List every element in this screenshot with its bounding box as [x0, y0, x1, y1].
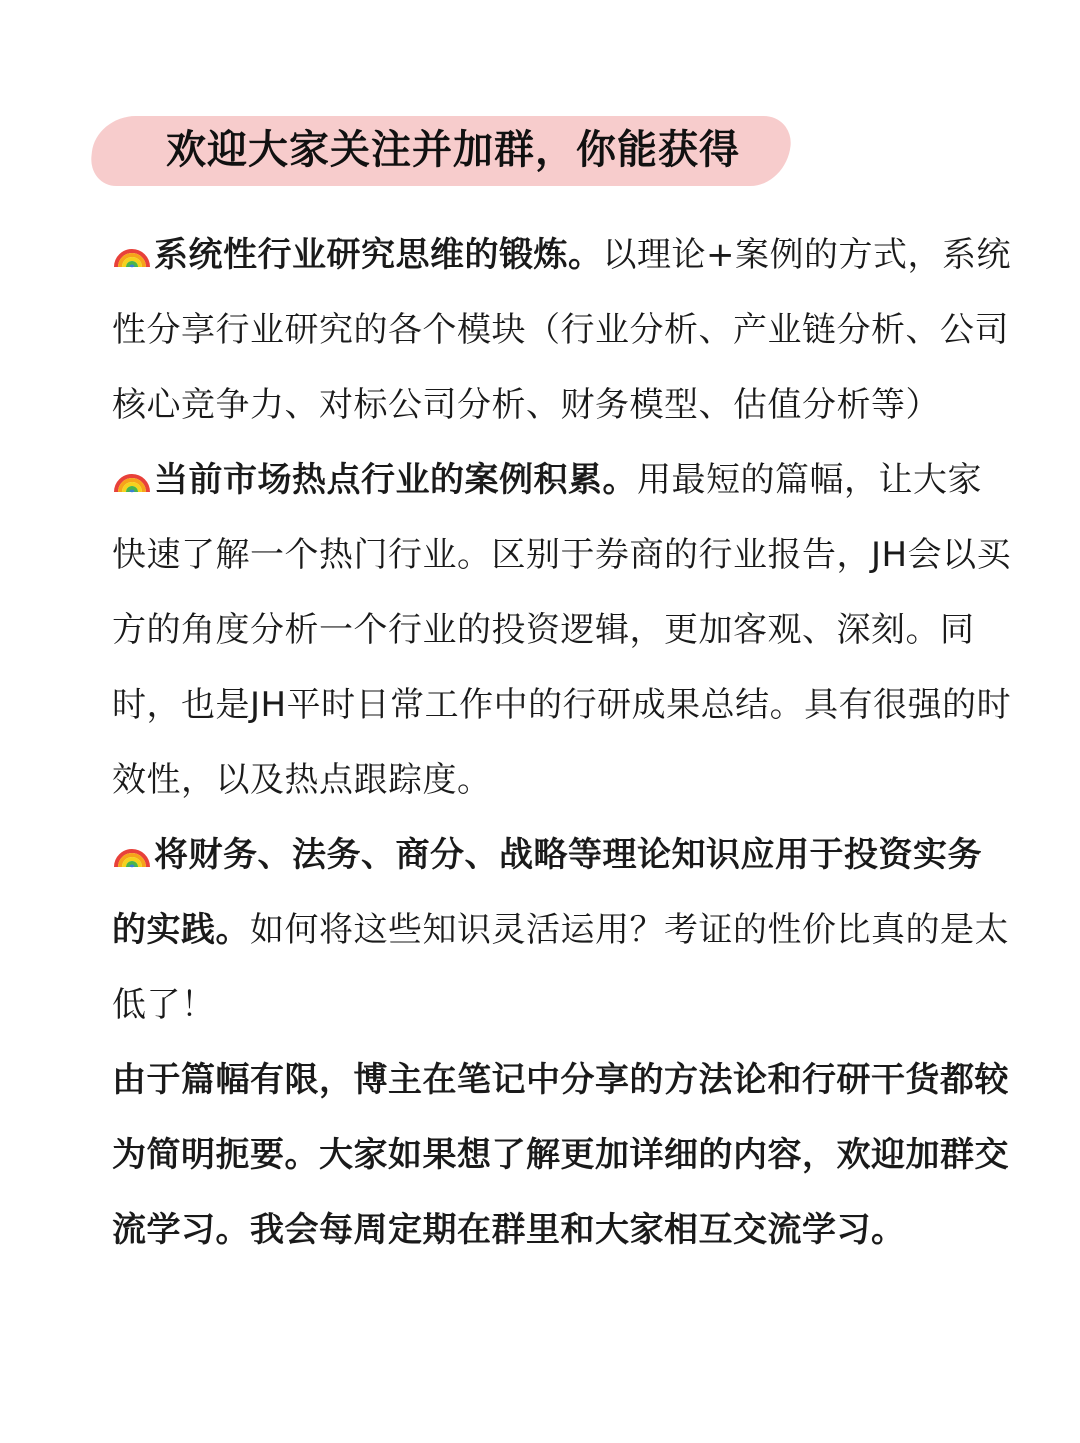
rainbow-icon: [112, 233, 152, 273]
article-body: [112, 218, 1012, 1268]
list-item: [112, 818, 1012, 1043]
list-item: [112, 218, 1012, 443]
item-text: 用最短的篇幅，让大家快速了解一个热门行业。区别于券商的行业报告，JH会以买方的角度分析一个行业的投资逻辑，更加客观、深刻。同时，也是JH平时日常工作中的行研成果总结。具有很强的时效性，以及热点跟踪度。: [112, 460, 1012, 800]
rainbow-icon: [112, 458, 152, 498]
item-heading: 当前市场热点行业的案例积累。: [154, 460, 637, 500]
rainbow-icon: [112, 833, 152, 873]
item-text: 以理论+案例的方式，系统性分享行业研究的各个模块（行业分析、产业链分析、公司核心竞争力、对标公司分析、财务模型、估值分析等）: [112, 235, 1011, 425]
page-title: 欢迎大家关注并加群，你能获得: [166, 127, 740, 173]
list-item: [112, 443, 1012, 818]
title-banner: [92, 108, 790, 188]
item-heading: 系统性行业研究思维的锻炼。: [154, 235, 603, 275]
item-text: 如何将这些知识灵活运用？考证的性价比真的是太低了！: [112, 910, 1009, 1025]
item-heading: 将财务、法务、商分、战略等理论知识应用于投资实务的实践。: [112, 835, 982, 950]
closing-paragraph: 由于篇幅有限，博主在笔记中分享的方法论和行研干货都较为简明扼要。大家如果想了解更加详细的内容，欢迎加群交流学习。我会每周定期在群里和大家相互交流学习。: [112, 1060, 1009, 1250]
